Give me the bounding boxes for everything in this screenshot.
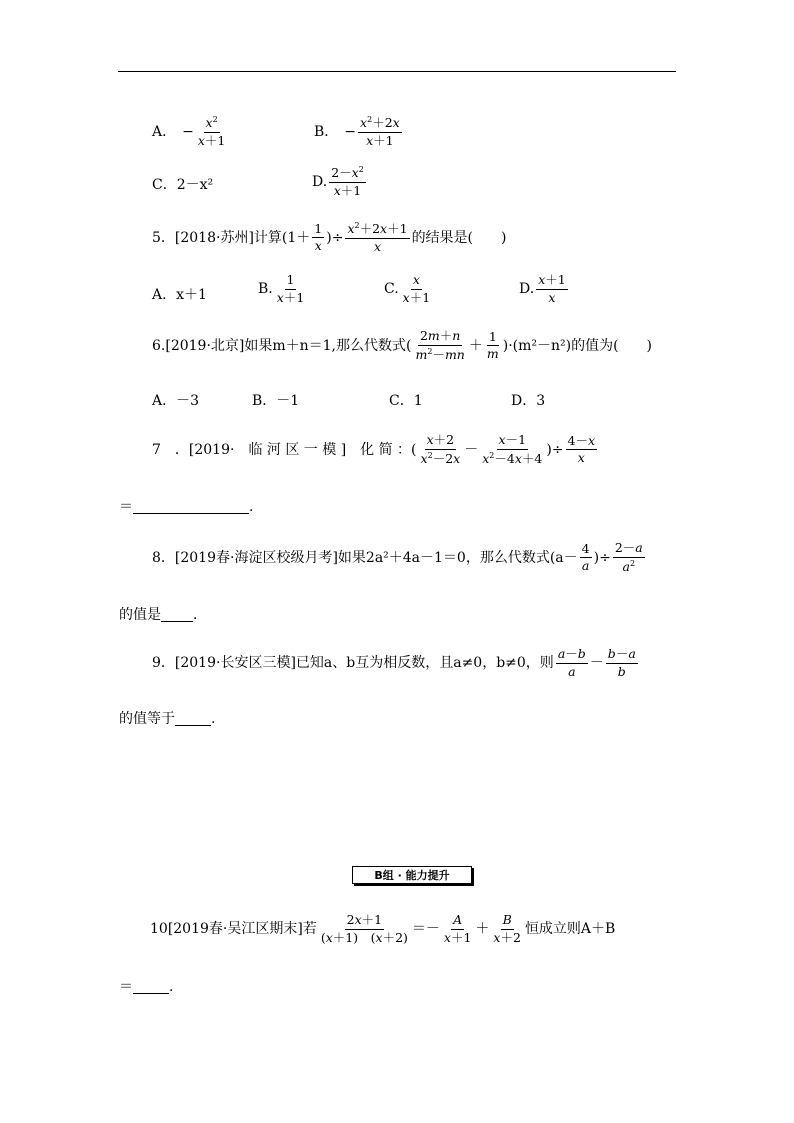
- question-10: 10[2019春·吴江区期末]若 $\frac{2x+1}{(x+1) (x+2)}$ ＝－ $\frac{A}{x+1}$ ＋ $\frac{B}{x+2}$ 恒成立则A＋B: [150, 912, 616, 945]
- answer-blank[interactable]: [133, 501, 249, 514]
- fraction: $\frac{x-1}{x^2-4x+4}$: [482, 432, 543, 466]
- fraction: $\frac{2-a}{a^2}$: [614, 540, 643, 574]
- q5-option-a: A．x＋1: [152, 287, 207, 303]
- answer-blank[interactable]: [175, 713, 211, 726]
- q7-answer-line: ＝ .: [119, 499, 254, 515]
- fraction: $\frac{2m+n}{m^2-mn}$: [415, 328, 465, 362]
- fraction: $\frac{x^2}{x+1}$: [197, 115, 226, 148]
- fraction: $\frac{x^2+2x}{x+1}$: [360, 115, 400, 148]
- fraction: $\frac{2x+1}{(x+1) (x+2)}$: [320, 912, 408, 945]
- fraction: $\frac{b-a}{b}$: [607, 646, 636, 679]
- q10-answer-line: ＝ .: [119, 979, 174, 995]
- q6-option-b: B．－1: [252, 393, 300, 409]
- fraction: $\frac{1}{x}$: [314, 220, 323, 254]
- q4-option-b: B． − $\frac{x^2+2x}{x+1}$: [314, 115, 400, 148]
- fraction: $\frac{1}{x+1}$: [276, 272, 305, 305]
- question-9: 9．[2019·长安区三模]已知a、b互为相反数，且a≠0，b≠0，则 $\frac{a-b}{a}$ － $\frac{b-a}{b}$: [152, 646, 636, 679]
- q6-option-a: A．－3: [152, 393, 200, 409]
- fraction: $\frac{x^2+2x+1}{x}$: [347, 221, 408, 254]
- fraction: $\frac{A}{x+1}$: [443, 912, 472, 945]
- section-b-title: B组 · 能力提升: [352, 866, 472, 884]
- fraction: $\frac{2-x^2}{x+1}$: [331, 165, 364, 198]
- fraction: $\frac{x+2}{x^2-2x}$: [420, 432, 461, 466]
- fraction: $\frac{4}{a}$: [581, 540, 590, 574]
- question-8: 8．[2019春·海淀区校级月考]如果2a²＋4a－1＝0，那么代数式(a－ $\frac{4}{a}$ )÷ $\frac{2-a}{a^2}$: [152, 540, 643, 574]
- fraction: $\frac{x+1}{x}$: [538, 272, 566, 305]
- q5-option-d: D. $\frac{x+1}{x}$: [519, 272, 566, 305]
- q5-option-c: C. $\frac{x}{x+1}$: [384, 272, 431, 305]
- q4-option-d: D. $\frac{2-x^2}{x+1}$: [312, 165, 364, 198]
- fraction: $\frac{1}{m}$: [486, 328, 499, 362]
- q8-answer-line: 的值是 .: [119, 607, 198, 623]
- question-6: 6.[2019·北京]如果m＋n＝1,那么代数式( $\frac{2m+n}{m^2-mn}$ ＋ $\frac{1}{m}$ ) ·(m²－n²)的值为( ): [152, 328, 653, 362]
- q4-option-a: A． − $\frac{x^2}{x+1}$: [152, 115, 226, 148]
- answer-blank[interactable]: [161, 609, 193, 622]
- q6-option-c: C．1: [389, 393, 423, 409]
- fraction: $\frac{x}{x+1}$: [402, 272, 431, 305]
- question-5: 5．[2018·苏州]计算(1＋ $\frac{1}{x}$ )÷ $\frac{x^2+2x+1}{x}$ 的结果是( ): [152, 220, 507, 254]
- fraction: $\frac{4-x}{x}$: [567, 432, 596, 466]
- q4-option-c: C．2－x²: [152, 177, 214, 193]
- header-rule: [118, 71, 676, 72]
- fraction: $\frac{B}{x+2}$: [493, 912, 521, 945]
- question-7: 7 ．[2019· 临 河 区 一 模 ] 化 简 ：( $\frac{x+2}{x^2-2x}$ － $\frac{x-1}{x^2-4x+4}$ )÷ $\frac{4-x}{x}$: [152, 432, 596, 466]
- q5-option-b: B. $\frac{1}{x+1}$: [258, 272, 305, 305]
- q6-option-d: D．3: [511, 393, 546, 409]
- answer-blank[interactable]: [133, 981, 169, 994]
- fraction: $\frac{a-b}{a}$: [557, 646, 586, 679]
- q9-answer-line: 的值等于 .: [119, 711, 216, 727]
